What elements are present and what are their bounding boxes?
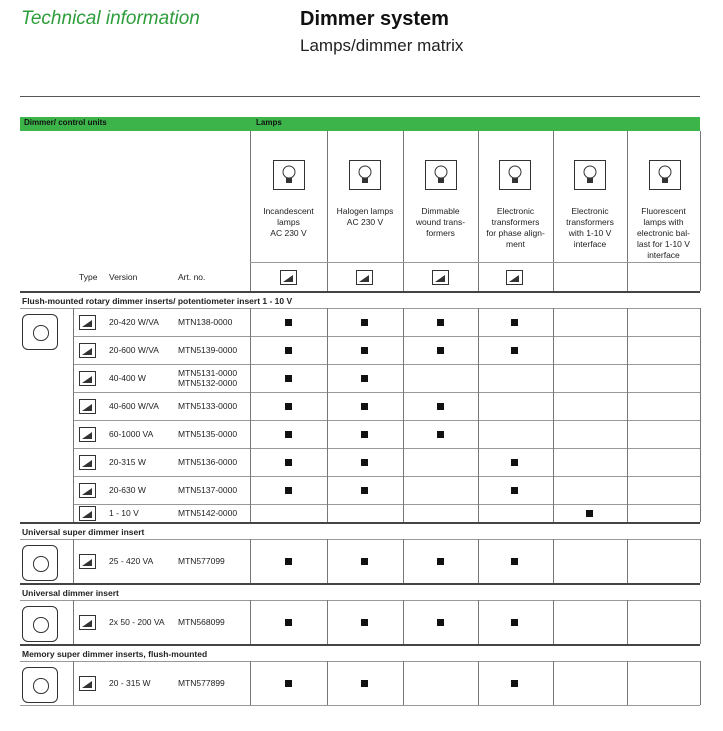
row-divider: [73, 476, 700, 477]
compatibility-mark: [361, 459, 368, 466]
lamp-column-label-line: Incandescent: [263, 206, 314, 216]
artno-cell: MTN5137-0000: [178, 485, 238, 495]
column-divider: [327, 476, 328, 504]
column-divider: [327, 539, 328, 583]
lamp-column-label-line: Halogen lamps: [336, 206, 394, 216]
row-divider: [73, 336, 700, 337]
lamp-column-label-line: Electronic: [571, 206, 609, 216]
section-header: Universal dimmer insert: [22, 588, 119, 598]
fluorescent-lamp-icon: [649, 160, 681, 190]
column-divider: [627, 336, 628, 364]
compatibility-mark: [285, 487, 292, 494]
compatibility-mark: [361, 619, 368, 626]
column-divider: [478, 448, 479, 476]
lamp-column-label-line: interface: [573, 239, 607, 249]
row-divider: [73, 364, 700, 365]
dimmer-type-symbol-icon: [506, 270, 523, 285]
lamp-column-label-line: AC 230 V: [270, 228, 307, 238]
header-divider: [20, 96, 700, 97]
column-divider: [403, 420, 404, 448]
column-divider: [478, 600, 479, 644]
compatibility-mark: [511, 619, 518, 626]
lamp-column-label-line: transformers: [566, 217, 614, 227]
column-divider: [627, 308, 628, 336]
column-divider: [250, 539, 251, 583]
section-title: Technical information: [21, 8, 200, 29]
column-divider: [700, 364, 701, 392]
column-divider: [403, 364, 404, 392]
dimmer-type-symbol-icon: [79, 676, 96, 691]
row-divider: [20, 308, 700, 309]
column-divider: [478, 364, 479, 392]
column-divider: [478, 420, 479, 448]
compatibility-mark: [511, 680, 518, 687]
section-divider: [20, 644, 700, 646]
column-divider: [553, 504, 554, 522]
page-title: Dimmer system: [300, 8, 449, 30]
column-divider: [73, 539, 74, 583]
col-header-type: Type: [79, 272, 98, 282]
dimmer-type-symbol-icon: [356, 270, 373, 285]
compatibility-mark: [361, 403, 368, 410]
column-divider: [478, 336, 479, 364]
version-cell: 40-600 W/VA: [109, 401, 159, 411]
lamp-column-label-line: formers: [426, 228, 455, 238]
compatibility-mark: [511, 459, 518, 466]
compatibility-mark: [285, 375, 292, 382]
dimmer-insert-device-icon: [22, 667, 58, 703]
lamp-column-label-line: transformers: [491, 217, 540, 227]
dimmer-type-symbol-icon: [280, 270, 297, 285]
version-cell: 20-315 W: [109, 457, 146, 467]
column-divider: [250, 600, 251, 644]
dimmer-insert-device-icon: [22, 545, 58, 581]
compatibility-mark: [437, 558, 444, 565]
compatibility-mark: [361, 680, 368, 687]
lamp-column-label-line: for phase align-: [486, 228, 545, 238]
column-divider: [700, 420, 701, 448]
column-divider: [627, 661, 628, 705]
column-divider: [250, 448, 251, 476]
column-divider: [250, 504, 251, 522]
column-divider: [250, 420, 251, 448]
lamp-column-label-line: wound trans-: [415, 217, 466, 227]
version-cell: 60-1000 VA: [109, 429, 154, 439]
lamp-column-label-line: lamps: [277, 217, 300, 227]
lamp-column-label-line: ment: [506, 239, 525, 249]
lamp-column-label: [250, 206, 327, 239]
column-divider: [700, 131, 701, 291]
column-divider: [553, 661, 554, 705]
compatibility-mark: [361, 487, 368, 494]
column-divider: [627, 364, 628, 392]
artno-cell: MTN5131-0000: [178, 368, 238, 378]
section-header: Memory super dimmer inserts, flush-mounted: [22, 649, 208, 659]
compatibility-mark: [586, 510, 593, 517]
compatibility-mark: [511, 347, 518, 354]
column-divider: [403, 661, 404, 705]
group-label-lamps: Lamps: [256, 118, 282, 127]
compatibility-mark: [361, 431, 368, 438]
column-divider: [403, 539, 404, 583]
artno-cell: MTN5135-0000: [178, 429, 238, 439]
column-divider: [478, 308, 479, 336]
row-divider: [20, 661, 700, 662]
compatibility-mark: [361, 347, 368, 354]
column-divider: [478, 539, 479, 583]
compatibility-mark: [511, 487, 518, 494]
compatibility-mark: [285, 680, 292, 687]
lamp-column-label: [553, 206, 627, 250]
halogen-reflector-icon: [425, 160, 457, 190]
section-header: Universal super dimmer insert: [22, 527, 145, 537]
column-divider: [700, 392, 701, 420]
compatibility-mark: [285, 459, 292, 466]
column-divider: [553, 364, 554, 392]
compatibility-mark: [437, 403, 444, 410]
column-divider: [553, 448, 554, 476]
compatibility-mark: [285, 558, 292, 565]
compatibility-mark: [285, 403, 292, 410]
lamp-column-label-line: electronic bal-: [637, 228, 690, 238]
column-divider: [700, 308, 701, 336]
compatibility-mark: [437, 619, 444, 626]
compatibility-mark: [511, 558, 518, 565]
version-cell: 2x 50 - 200 VA: [109, 617, 165, 627]
section-header: Flush-mounted rotary dimmer inserts/ potentiometer insert 1 - 10 V: [22, 296, 293, 306]
capsule-lamp-icon: [574, 160, 606, 190]
column-divider: [627, 392, 628, 420]
row-divider: [73, 420, 700, 421]
column-divider: [627, 420, 628, 448]
dimmer-type-symbol-icon: [79, 615, 96, 630]
compatibility-mark: [285, 347, 292, 354]
column-divider: [700, 600, 701, 644]
column-divider: [700, 448, 701, 476]
column-divider: [327, 392, 328, 420]
column-divider: [73, 661, 74, 705]
artno-cell: MTN5133-0000: [178, 401, 238, 411]
column-divider: [403, 448, 404, 476]
compatibility-mark: [361, 558, 368, 565]
artno-cell: MTN568099: [178, 617, 225, 627]
column-divider: [403, 504, 404, 522]
column-divider: [553, 539, 554, 583]
lamp-column-label-line: AC 230 V: [346, 217, 384, 227]
column-divider: [627, 448, 628, 476]
dimmer-type-symbol-icon: [79, 371, 96, 386]
column-divider: [700, 539, 701, 583]
row-divider: [73, 392, 700, 393]
dimmer-insert-device-icon: [22, 606, 58, 642]
section-divider: [20, 291, 700, 293]
version-cell: 1 - 10 V: [109, 508, 139, 518]
column-divider: [553, 308, 554, 336]
column-divider: [327, 448, 328, 476]
electronic-transformer-icon: [499, 160, 531, 190]
compatibility-mark: [285, 431, 292, 438]
lamp-column-label-line: Electronic: [496, 206, 535, 216]
col-header-version: Version: [109, 272, 138, 282]
dimmer-type-symbol-icon: [432, 270, 449, 285]
column-divider: [478, 661, 479, 705]
lamp-column-label: [627, 206, 700, 261]
version-cell: 20-630 W: [109, 485, 146, 495]
column-divider: [627, 504, 628, 522]
column-divider: [403, 476, 404, 504]
section-divider: [20, 583, 700, 585]
artno-cell: MTN5142-0000: [178, 508, 238, 518]
column-divider: [627, 539, 628, 583]
column-divider: [327, 364, 328, 392]
dimmer-type-symbol-icon: [79, 554, 96, 569]
page-subtitle: Lamps/dimmer matrix: [300, 36, 464, 55]
column-divider: [403, 336, 404, 364]
compatibility-mark: [285, 319, 292, 326]
column-divider: [73, 600, 74, 644]
column-divider: [250, 476, 251, 504]
lamp-column-label: [327, 206, 403, 228]
column-divider: [250, 364, 251, 392]
version-cell: 20-420 W/VA: [109, 317, 159, 327]
column-divider: [250, 336, 251, 364]
column-divider: [327, 308, 328, 336]
artno-cell: MTN5136-0000: [178, 457, 238, 467]
column-divider: [478, 504, 479, 522]
lamp-column-label-line: with 1-10 V: [568, 228, 612, 238]
section-divider: [20, 522, 700, 524]
column-divider: [553, 476, 554, 504]
column-divider: [553, 336, 554, 364]
column-divider: [327, 661, 328, 705]
table-group-header-bar: [20, 117, 700, 131]
compatibility-mark: [437, 347, 444, 354]
column-divider: [250, 308, 251, 336]
column-divider: [553, 420, 554, 448]
dimmer-type-symbol-icon: [79, 455, 96, 470]
row-divider: [73, 448, 700, 449]
column-divider: [250, 661, 251, 705]
row-divider: [250, 262, 700, 263]
lamp-column-label: [478, 206, 553, 250]
column-divider: [327, 504, 328, 522]
column-divider: [327, 420, 328, 448]
column-divider: [553, 600, 554, 644]
artno-cell: MTN5132-0000: [178, 378, 238, 388]
column-divider: [627, 600, 628, 644]
lamp-column-label-line: Fluorescent: [641, 206, 686, 216]
version-cell: 20-600 W/VA: [109, 345, 159, 355]
artno-cell: MTN577899: [178, 678, 225, 688]
dimmer-type-symbol-icon: [79, 506, 96, 521]
lamp-column-label-line: last for 1-10 V: [637, 239, 690, 249]
compatibility-mark: [285, 619, 292, 626]
column-divider: [700, 476, 701, 504]
version-cell: 40-400 W: [109, 373, 146, 383]
column-divider: [478, 476, 479, 504]
row-divider: [20, 539, 700, 540]
column-divider: [403, 600, 404, 644]
artno-cell: MTN138-0000: [178, 317, 233, 327]
compatibility-mark: [511, 319, 518, 326]
column-divider: [700, 336, 701, 364]
dimmer-insert-device-icon: [22, 314, 58, 350]
incandescent-bulb-icon: [273, 160, 305, 190]
lamp-column-label-line: lamps with: [643, 217, 684, 227]
dimmer-type-symbol-icon: [79, 343, 96, 358]
column-divider: [700, 661, 701, 705]
compatibility-mark: [361, 319, 368, 326]
column-divider: [627, 476, 628, 504]
column-divider: [403, 308, 404, 336]
column-divider: [700, 504, 701, 522]
lamp-column-label-line: Dimmable: [421, 206, 460, 216]
dimmer-type-symbol-icon: [79, 427, 96, 442]
column-divider: [73, 308, 74, 522]
dimmer-type-symbol-icon: [79, 399, 96, 414]
row-divider: [73, 504, 700, 505]
dimmer-type-symbol-icon: [79, 483, 96, 498]
compatibility-mark: [437, 431, 444, 438]
compatibility-mark: [361, 375, 368, 382]
column-divider: [327, 336, 328, 364]
column-divider: [553, 392, 554, 420]
artno-cell: MTN577099: [178, 556, 225, 566]
column-divider: [403, 392, 404, 420]
group-label-dimmers: Dimmer/ control units: [24, 118, 107, 127]
col-header-artno: Art. no.: [178, 272, 206, 282]
halogen-floodlight-icon: [349, 160, 381, 190]
version-cell: 25 - 420 VA: [109, 556, 154, 566]
row-divider: [20, 600, 700, 601]
version-cell: 20 - 315 W: [109, 678, 151, 688]
lamp-column-label-line: interface: [647, 250, 680, 260]
artno-cell: MTN5139-0000: [178, 345, 238, 355]
dimmer-type-symbol-icon: [79, 315, 96, 330]
lamp-column-label: [403, 206, 478, 239]
column-divider: [478, 392, 479, 420]
column-divider: [250, 392, 251, 420]
row-divider: [20, 705, 700, 706]
column-divider: [327, 600, 328, 644]
compatibility-mark: [437, 319, 444, 326]
